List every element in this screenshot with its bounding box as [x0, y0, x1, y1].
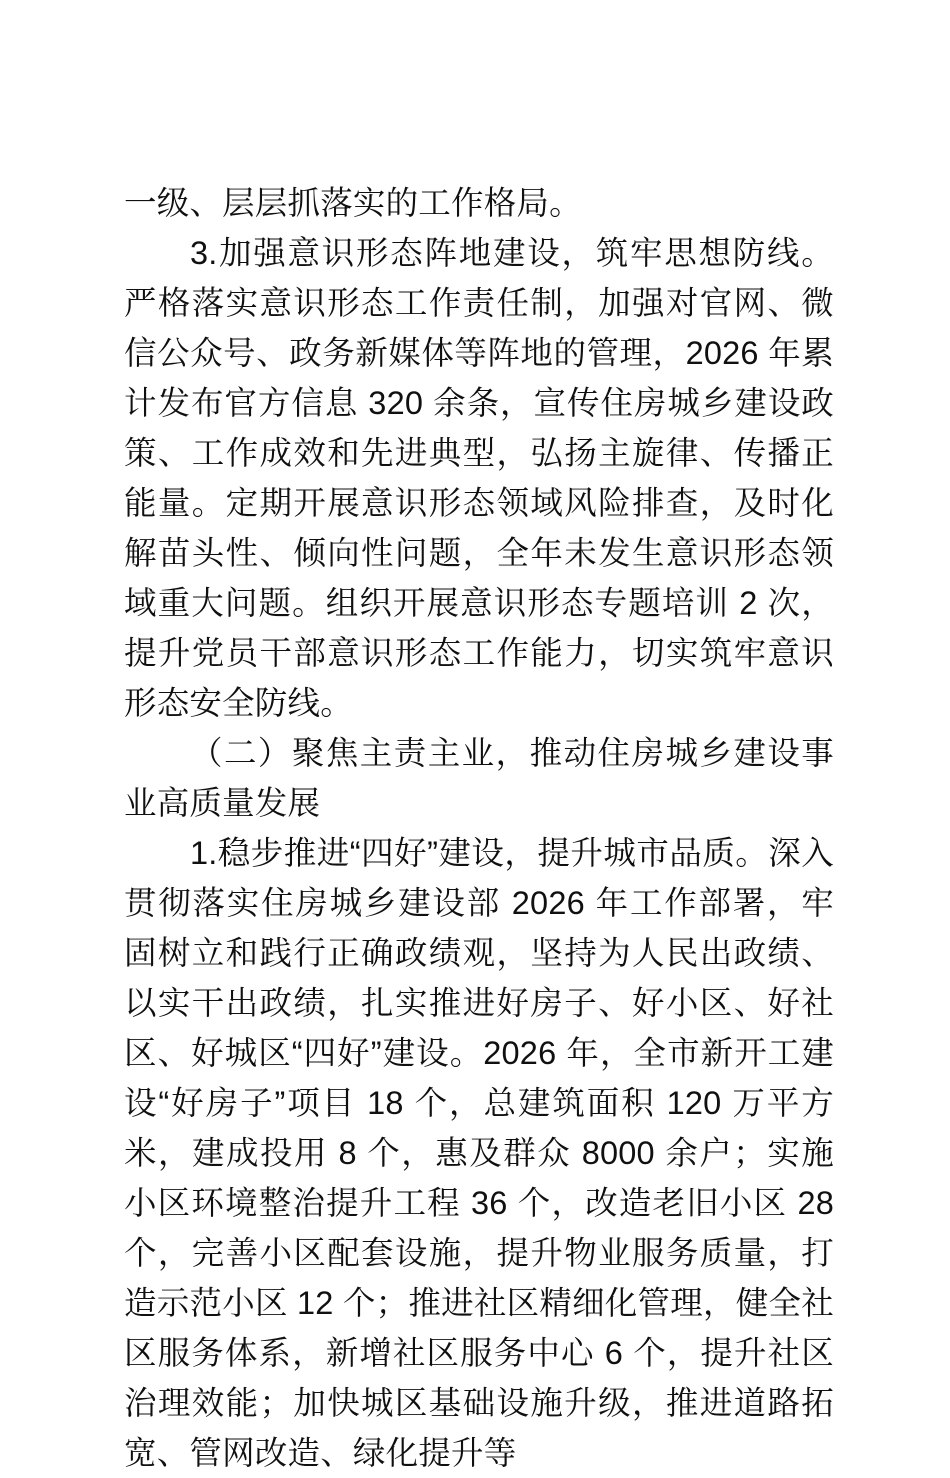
document-body	[124, 178, 834, 1478]
paragraph-section-heading-2: （二）聚焦主责主业，推动住房城乡建设事业高质量发展	[124, 735, 834, 821]
paragraph-item-1: 1.稳步推进“四好”建设，提升城市品质。深入贯彻落实住房城乡建设部 2026 年工作部署，牢固树立和践行正确政绩观，坚持为人民出政绩、以实干出政绩，扎实推进好房子、好小区、好社区、好城区“四好”建设。2026 年，全市新开工建设“好房子”项目 18 个，总建筑面积 120 万平方米，建成投用 8 个，惠及群众 8000 余户；实施小区环境整治提升工程 36 个，改造老旧小区 28 个，完善小区配套设施，提升物业服务质量，打造示范小区 12 个；推进社区精细化管理，健全社区服务体系，新增社区服务中心 6 个，提升社区治理效能；加快城区基础设施升级，推进道路拓宽、管网改造、绿化提升等	[124, 835, 834, 1471]
paragraph-item-3: 3.加强意识形态阵地建设，筑牢思想防线。严格落实意识形态工作责任制，加强对官网、微信公众号、政务新媒体等阵地的管理，2026 年累计发布官方信息 320 余条，宣传住房城乡建设政策、工作成效和先进典型，弘扬主旋律、传播正能量。定期开展意识形态领域风险排查，及时化解苗头性、倾向性问题，全年未发生意识形态领域重大问题。组织开展意识形态专题培训 2 次，提升党员干部意识形态工作能力，切实筑牢意识形态安全防线。	[124, 235, 834, 721]
paragraph-continued-line: 一级、层层抓落实的工作格局。	[124, 185, 582, 221]
